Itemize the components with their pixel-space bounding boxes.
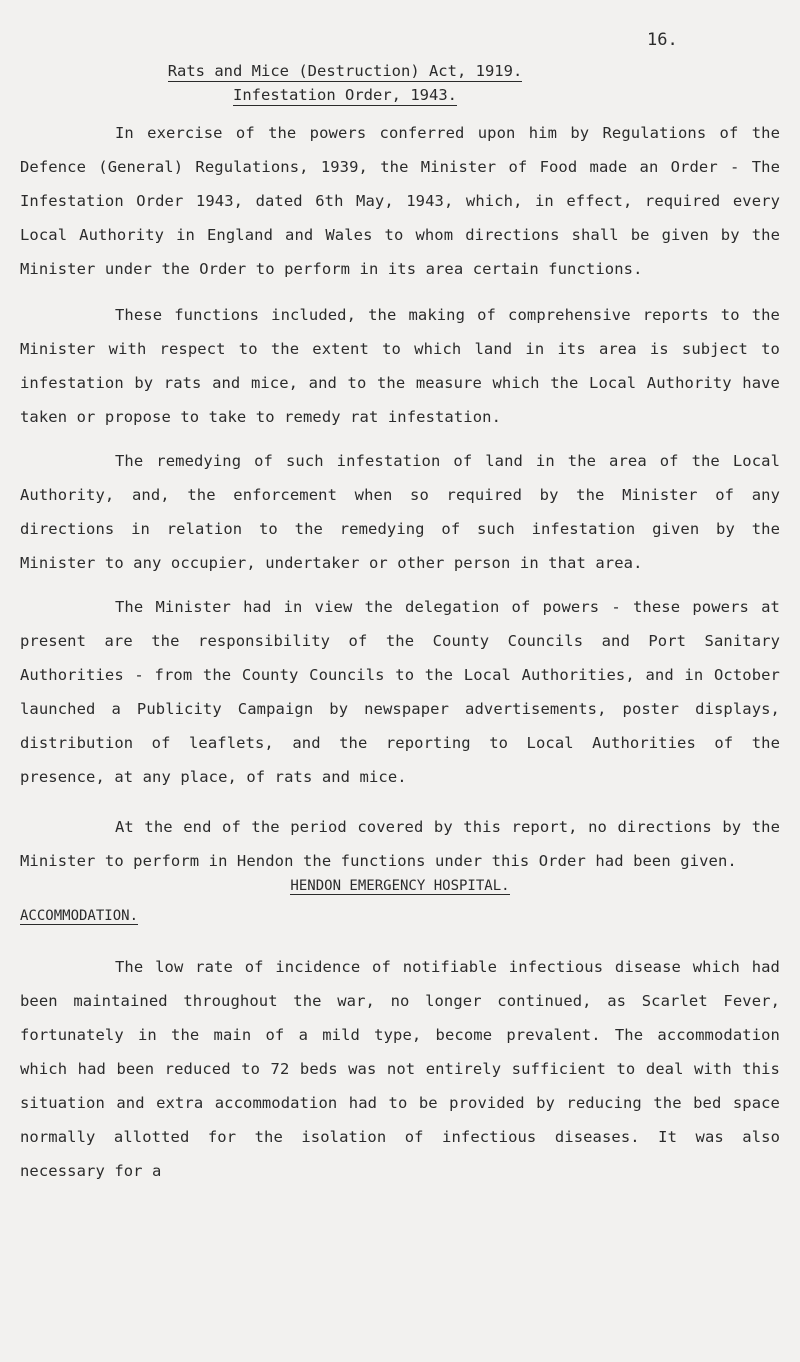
paragraph-2 [20, 298, 780, 434]
title-order-text: Infestation Order, 1943. [233, 86, 457, 104]
paragraph-4 [20, 590, 780, 794]
section-heading-text: HENDON EMERGENCY HOSPITAL. [290, 878, 510, 894]
paragraph-6-text: The low rate of incidence of notifiable infectious disease which had been maintained throughout the war, no longer continued, as Scarlet Fever, fortunately in the main of a mild type, become prevalent. The accommodation which had been reduced to 72 beds was not entirely sufficient to deal with this situation and extra accommodation had to be provided by reducing the bed space normally allotted for the isolation of infectious diseases. It was also necessary for a [20, 958, 780, 1180]
paragraph-3 [20, 444, 780, 580]
paragraph-1 [20, 116, 780, 286]
paragraph-5-text: At the end of the period covered by this report, no directions by the Minister to perform in Hendon the functions under this Order had been given. [20, 818, 780, 870]
section-heading [0, 878, 800, 894]
paragraph-5 [20, 810, 780, 878]
title-act [5, 62, 685, 80]
title-order [5, 86, 685, 104]
title-act-text: Rats and Mice (Destruction) Act, 1919. [167, 62, 523, 80]
paragraph-1-text: In exercise of the powers conferred upon him by Regulations of the Defence (General) Regulations, 1939, the Minister of Food made an Order - The Infestation Order 1943, dated 6th May, 1943, which, in effect, required every Local Authority in England and Wales to whom directions shall be given by the Minister under the Order to perform in its area certain functions. [20, 124, 780, 278]
subheading-text: ACCOMMODATION. [20, 908, 139, 924]
paragraph-4-text: The Minister had in view the delegation of powers - these powers at present are the responsibility of the County Councils and Port Sanitary Authorities - from the County Councils to the Local Authorities, and in October launched a Publicity Campaign by newspaper advertisements, poster displays, distribution of leaflets, and the reporting to Local Authorities of the presence, at any place, of rats and mice. [20, 598, 780, 786]
paragraph-6 [20, 950, 780, 1188]
paragraph-2-text: These functions included, the making of comprehensive reports to the Minister with respect to the extent to which land in its area is subject to infestation by rats and mice, and to the measure which the Local Authority have taken or propose to take to remedy rat infestation. [20, 306, 780, 426]
page-number: 16. [647, 30, 678, 50]
subheading [20, 908, 138, 924]
paragraph-3-text: The remedying of such infestation of land in the area of the Local Authority, and, the enforcement when so required by the Minister of any directions in relation to the remedying of such infestation given by the Minister to any occupier, undertaker or other person in that area. [20, 452, 780, 572]
